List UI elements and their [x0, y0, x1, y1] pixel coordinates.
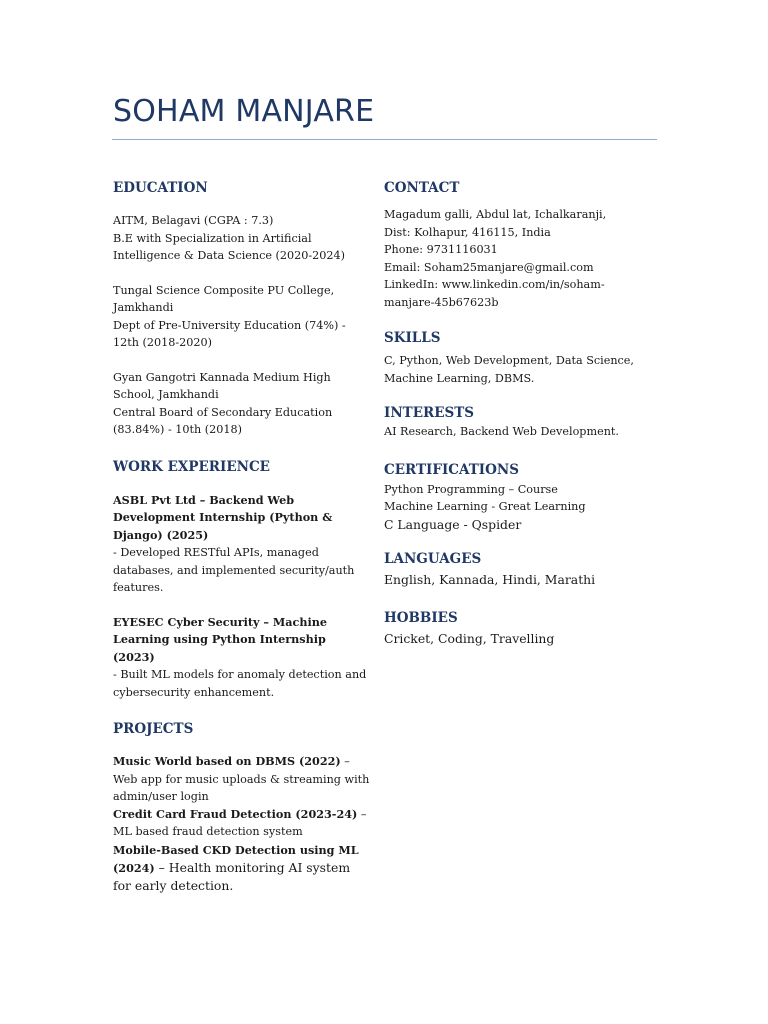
work-entry-heading: ASBL Pvt Ltd – Backend Web Development Internship (Python & Django) (2025)	[113, 492, 333, 542]
contact-address-line: Dist: Kolhapur, 416115, India	[384, 225, 551, 239]
contact-phone: Phone: 9731116031	[384, 243, 498, 256]
project-entry	[113, 753, 371, 806]
education-entry	[113, 282, 371, 352]
work-entry-detail: - Developed RESTful APIs, managed databases, and implemented security/auth features.	[113, 546, 355, 594]
project-description: – Web app for music uploads & streaming with admin/user login	[113, 755, 370, 803]
education-degree: Dept of Pre-University Education (74%) - 12th (2018-2020)	[113, 318, 346, 349]
project-name: Mobile-Based CKD Detection using ML (2024)	[113, 842, 359, 875]
education-degree: Central Board of Secondary Education (83.84%) - 10th (2018)	[113, 405, 333, 436]
skills-text: C, Python, Web Development, Data Science, Machine Learning, DBMS.	[384, 354, 634, 385]
certification-item: Python Programming – Course	[384, 482, 558, 496]
project-entry	[113, 841, 371, 895]
certifications-list	[384, 481, 639, 534]
education-degree: B.E with Specialization in Artificial Intelligence & Data Science (2020-2024)	[113, 231, 346, 262]
work-entry-detail: - Built ML models for anomaly detection and cybersecurity enhancement.	[113, 668, 367, 699]
left-column	[113, 178, 371, 895]
education-institution: Gyan Gangotri Kannada Medium High School, Jamkhandi	[113, 370, 331, 401]
education-institution: AITM, Belagavi (CGPA : 7.3)	[113, 214, 274, 227]
project-description: – Health monitoring AI system for early detection.	[113, 859, 351, 893]
project-name: Music World based on DBMS (2022)	[113, 754, 341, 768]
languages-text: English, Kannada, Hindi, Marathi	[384, 571, 596, 587]
project-entry	[113, 806, 371, 841]
project-name: Credit Card Fraud Detection (2023-24)	[113, 806, 358, 821]
header-divider	[112, 139, 657, 140]
candidate-name: SOHAM MANJARE	[113, 94, 375, 129]
project-description: – ML based fraud detection system	[113, 807, 367, 838]
education-heading: EDUCATION	[113, 180, 208, 196]
contact-details	[384, 206, 639, 311]
education-entry	[113, 212, 371, 265]
languages-list	[384, 571, 639, 589]
hobbies-text: Cricket, Coding, Travelling	[384, 630, 555, 646]
skills-list	[384, 352, 639, 387]
languages-heading: LANGUAGES	[384, 550, 482, 567]
work-experience-heading: WORK EXPERIENCE	[113, 458, 270, 475]
certification-item: Machine Learning - Great Learning	[384, 500, 586, 513]
work-entry-heading: EYESEC Cyber Security – Machine Learning using Python Internship (2023)	[113, 614, 327, 664]
projects-heading: PROJECTS	[113, 721, 194, 737]
education-institution: Tungal Science Composite PU College, Jamkhandi	[113, 283, 335, 314]
contact-address-line: Magadum galli, Abdul lat, Ichalkaranji,	[384, 208, 607, 221]
right-column	[384, 178, 639, 648]
work-entry	[113, 614, 371, 702]
interests-heading: INTERESTS	[384, 405, 475, 421]
hobbies-heading: HOBBIES	[384, 609, 458, 626]
certifications-heading: CERTIFICATIONS	[384, 461, 519, 478]
hobbies-list	[384, 630, 639, 648]
contact-heading: CONTACT	[384, 180, 460, 196]
work-entry	[113, 492, 371, 597]
certification-item: C Language - Qspider	[384, 516, 522, 532]
contact-email: Email: Soham25manjare@gmail.com	[384, 260, 594, 274]
education-entry	[113, 369, 371, 439]
contact-linkedin: LinkedIn: www.linkedin.com/in/soham-manjare-45b67623b	[384, 278, 605, 309]
interests-list	[384, 423, 639, 441]
interests-text: AI Research, Backend Web Development.	[384, 425, 619, 438]
skills-heading: SKILLS	[384, 330, 441, 346]
